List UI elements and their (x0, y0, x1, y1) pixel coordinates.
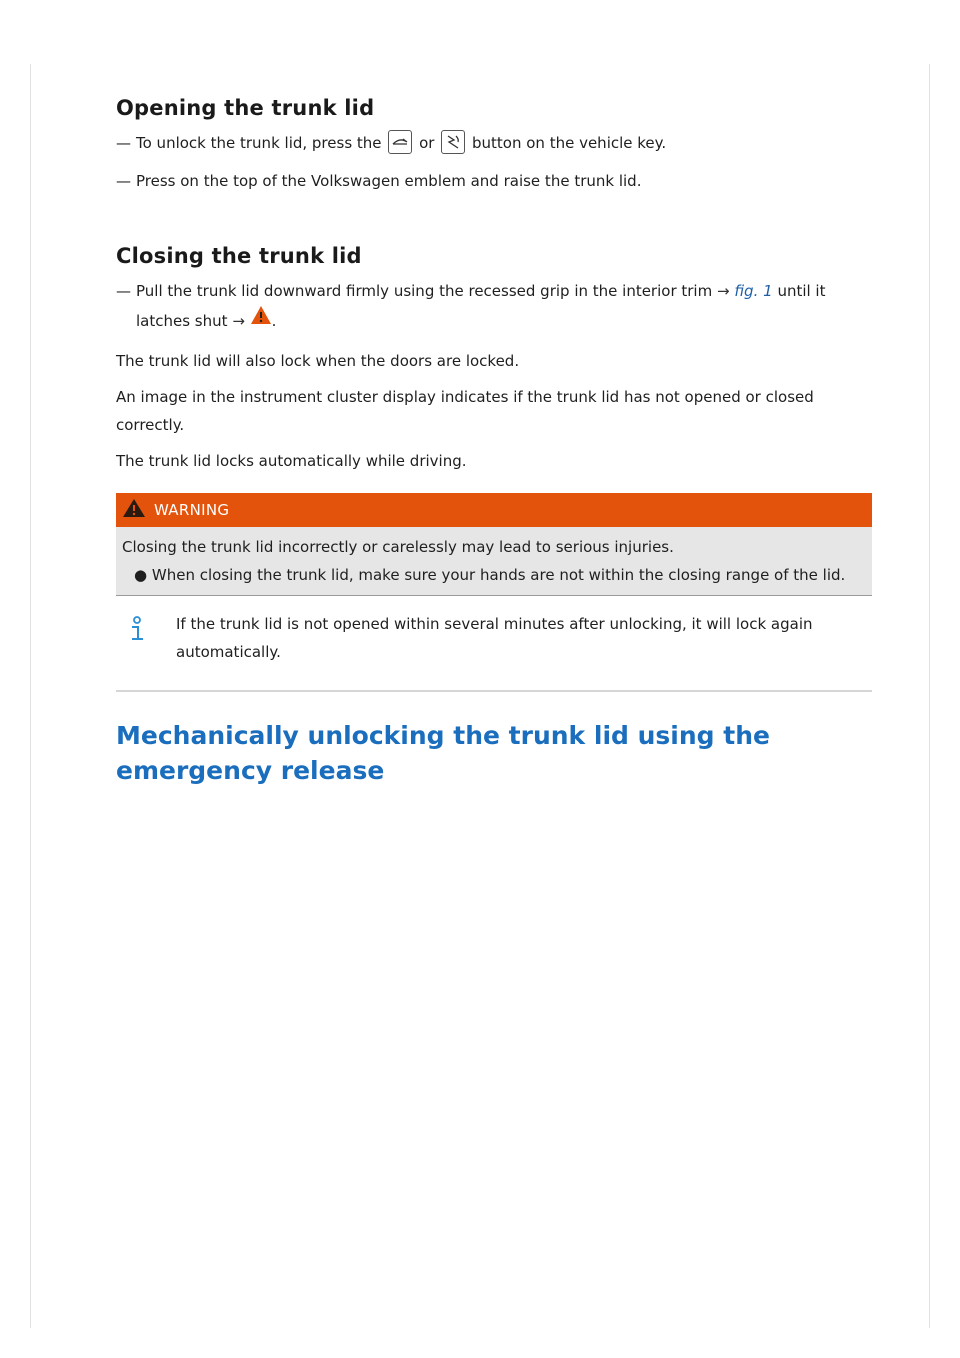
opening-step-1 (116, 128, 872, 158)
trunk-open-icon (388, 130, 412, 154)
warning-text: Closing the trunk lid incorrectly or carelessly may lead to serious injuries. (122, 537, 674, 556)
trunk-unlock-icon (441, 130, 465, 154)
dash-mark: — (116, 134, 131, 152)
warning-bullet (122, 561, 866, 589)
warning-icon (122, 498, 146, 522)
section-divider (116, 690, 872, 692)
period: . (271, 312, 277, 330)
arrow-icon: → (232, 312, 245, 330)
section-heading: Mechanically unlocking the trunk lid using the emergency release (116, 720, 770, 785)
opening-heading: Opening the trunk lid (116, 96, 375, 120)
closing-step-1-text: Pull the trunk lid downward firmly using the recessed grip in the interior trim (136, 282, 713, 300)
dash-mark: — (116, 282, 131, 300)
warning-bullet-text: When closing the trunk lid, make sure your hands are not within the closing range of the lid. (151, 565, 846, 584)
warning-box (116, 493, 872, 596)
opening-step-1-end: button on the vehicle key. (472, 134, 667, 152)
info-icon (130, 616, 144, 651)
closing-step-1-until: until it (777, 282, 826, 300)
note-text: If the trunk lid is not opened within several minutes after unlocking, it will lock again automatically. (176, 614, 813, 661)
figure-link[interactable]: fig. 1 (734, 282, 773, 300)
closing-para-3: The trunk lid locks automatically while driving. (116, 451, 467, 470)
opening-step-2 (116, 166, 872, 196)
closing-para-1: The trunk lid will also lock when the doors are locked. (116, 351, 520, 370)
closing-para-2: An image in the instrument cluster display indicates if the trunk lid has not opened or closed correctly. (116, 387, 814, 434)
page-border-left (30, 64, 31, 1328)
warning-header (116, 493, 872, 527)
opening-step-2-text: Press on the top of the Volkswagen emblem and raise the trunk lid. (136, 172, 642, 190)
arrow-icon: → (717, 282, 730, 300)
page-border-right (929, 64, 930, 1328)
closing-step-1-latches: latches shut (136, 312, 228, 330)
bullet-dot: ● (134, 565, 148, 584)
closing-step-1 (116, 276, 872, 337)
dash-mark: — (116, 172, 131, 190)
warning-body (116, 527, 872, 596)
warning-triangle-icon[interactable] (250, 305, 272, 335)
note-box (116, 610, 872, 666)
opening-step-1-or: or (419, 134, 435, 152)
warning-label: WARNING (154, 500, 230, 519)
opening-step-1-text: To unlock the trunk lid, press the (136, 134, 382, 152)
closing-heading: Closing the trunk lid (116, 244, 362, 268)
manual-page-content (116, 92, 872, 788)
